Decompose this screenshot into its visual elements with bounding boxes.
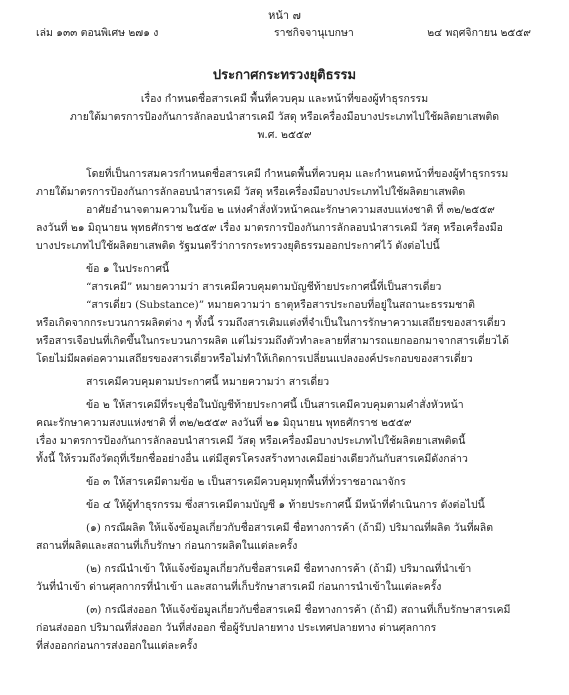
body-line: หรือเกิดจากกระบวนการผลิตต่าง ๆ ทั้งนี้ รวมถึงสารเติมแต่งที่จำเป็นในการรักษาความเสถียรของสารเดี่ยว <box>36 317 506 329</box>
body-line: โดยที่เป็นการสมควรกำหนดชื่อสารเคมี กำหนดพื้นที่ควบคุม และกำหนดหน้าที่ของผู้ทำธุรกรรม <box>86 168 509 180</box>
announcement-subject-2: ภายใต้มาตรการป้องกันการลักลอบนำสารเคมี วัสดุ หรือเครื่องมือบางประเภทไปใช้ผลิตยาเสพติด <box>69 111 500 123</box>
body-line: ทั้งนี้ ให้รวมถึงวัตถุที่เรียกชื่ออย่างอื่น แต่มีสูตรโครงสร้างทางเคมีอย่างเดียวกันกับสารเคมีดังกล่าว <box>36 453 468 465</box>
body-line: สารเคมีควบคุมตามประกาศนี้ หมายความว่า สารเดี่ยว <box>86 376 330 388</box>
page-number: หน้า ๗ <box>268 9 301 22</box>
body-line: ที่ส่งออกก่อนการส่งออกในแต่ละครั้ง <box>36 640 198 652</box>
body-line: บางประเภทไปใช้ผลิตยาเสพติด รัฐมนตรีว่าการกระทรวงยุติธรรมออกประกาศไว้ ดังต่อไปนี้ <box>36 240 440 252</box>
clause-heading: ข้อ ๓ ให้สารเคมีตามข้อ ๒ เป็นสารเคมีควบคุมทุกพื้นที่ทั่วราชอาณาจักร <box>86 476 406 488</box>
body-line: หรือสารเจือปนที่เกิดขึ้นในกระบวนการผลิต แต่ไม่รวมถึงตัวทำละลายที่สามารถแยกออกมาจากสารเดี่ยวได้ <box>36 335 509 347</box>
body-line: โดยไม่มีผลต่อความเสถียรของสารเดี่ยวหรือไม่ทำให้เกิดการเปลี่ยนแปลงองค์ประกอบของสารเดี่ยว <box>36 353 473 365</box>
gazette-name: ราชกิจจานุเบกษา <box>274 27 354 39</box>
body-line: (๑) กรณีผลิต ให้แจ้งข้อมูลเกี่ยวกับชื่อสารเคมี ชื่อทางการค้า (ถ้ามี) ปริมาณที่ผลิต วันที่ผลิต <box>86 522 494 534</box>
clause-heading: ข้อ ๔ ให้ผู้ทำธุรกรรม ซึ่งสารเคมีตามบัญชี ๑ ท้ายประกาศนี้ มีหน้าที่ดำเนินการ ดังต่อไปนี้ <box>86 499 485 511</box>
announcement-year: พ.ศ. ๒๕๕๙ <box>257 129 312 141</box>
body-line: (๓) กรณีส่งออก ให้แจ้งข้อมูลเกี่ยวกับชื่อสารเคมี ชื่อทางการค้า (ถ้ามี) สถานที่เก็บรักษาสารเคมี <box>86 604 511 616</box>
body-line: ก่อนส่งออก ปริมาณที่ส่งออก วันที่ส่งออก ชื่อผู้รับปลายทาง ประเทศปลายทาง ด่านศุลกากร <box>36 622 437 634</box>
publication-date: ๒๔ พฤศจิกายน ๒๕๕๙ <box>427 27 531 39</box>
body-line: ลงวันที่ ๒๑ มิถุนายน พุทธศักราช ๒๕๕๙ เรื่อง มาตรการป้องกันการลักลอบนำสารเคมี วัสดุ หรือเครื่องมือ <box>36 222 503 234</box>
body-line: เรื่อง มาตรการป้องกันการลักลอบนำสารเคมี วัสดุ หรือเครื่องมือบางประเภทไปใช้ผลิตยาเสพติดนี้ <box>36 435 466 447</box>
body-line: วันที่นำเข้า ด่านศุลกากรที่นำเข้า และสถานที่เก็บรักษาสารเคมี ก่อนการนำเข้าในแต่ละครั้ง <box>36 581 442 593</box>
body-line: (๒) กรณีนำเข้า ให้แจ้งข้อมูลเกี่ยวกับชื่อสารเคมี ชื่อทางการค้า (ถ้ามี) ปริมาณที่นำเข้า <box>86 563 472 575</box>
clause-heading: ข้อ ๒ ให้สารเคมีที่ระบุชื่อในบัญชีท้ายประกาศนี้ เป็นสารเคมีควบคุมตามคำสั่งหัวหน้า <box>86 399 464 411</box>
announcement-subject: เรื่อง กำหนดชื่อสารเคมี พื้นที่ควบคุม และหน้าที่ของผู้ทำธุรกรรม <box>140 93 429 105</box>
body-line: “สารเดี่ยว (Substance)” หมายความว่า ธาตุหรือสารประกอบที่อยู่ในสถานะธรรมชาติ <box>86 299 475 311</box>
body-line: สถานที่ผลิตและสถานที่เก็บรักษา ก่อนการผลิตในแต่ละครั้ง <box>36 540 298 552</box>
volume-issue: เล่ม ๑๓๓ ตอนพิเศษ ๒๗๑ ง <box>36 27 159 39</box>
announcement-title: ประกาศกระทรวงยุติธรรม <box>212 68 357 83</box>
body-line: อาศัยอำนาจตามความในข้อ ๒ แห่งคำสั่งหัวหน้าคณะรักษาความสงบแห่งชาติ ที่ ๓๒/๒๕๕๙ <box>86 204 495 216</box>
gazette-header <box>36 24 531 38</box>
body-line: “สารเคมี” หมายความว่า สารเคมีควบคุมตามบัญชีท้ายประกาศนี้ที่เป็นสารเดี่ยว <box>86 281 442 293</box>
body-line: คณะรักษาความสงบแห่งชาติ ที่ ๓๒/๒๕๕๙ ลงวันที่ ๒๑ มิถุนายน พุทธศักราช ๒๕๕๙ <box>36 417 412 429</box>
clause-heading: ข้อ ๑ ในประกาศนี้ <box>86 263 170 275</box>
body-line: ภายใต้มาตรการป้องกันการลักลอบนำสารเคมี วัสดุ หรือเครื่องมือบางประเภทไปใช้ผลิตยาเสพติด <box>36 186 466 198</box>
